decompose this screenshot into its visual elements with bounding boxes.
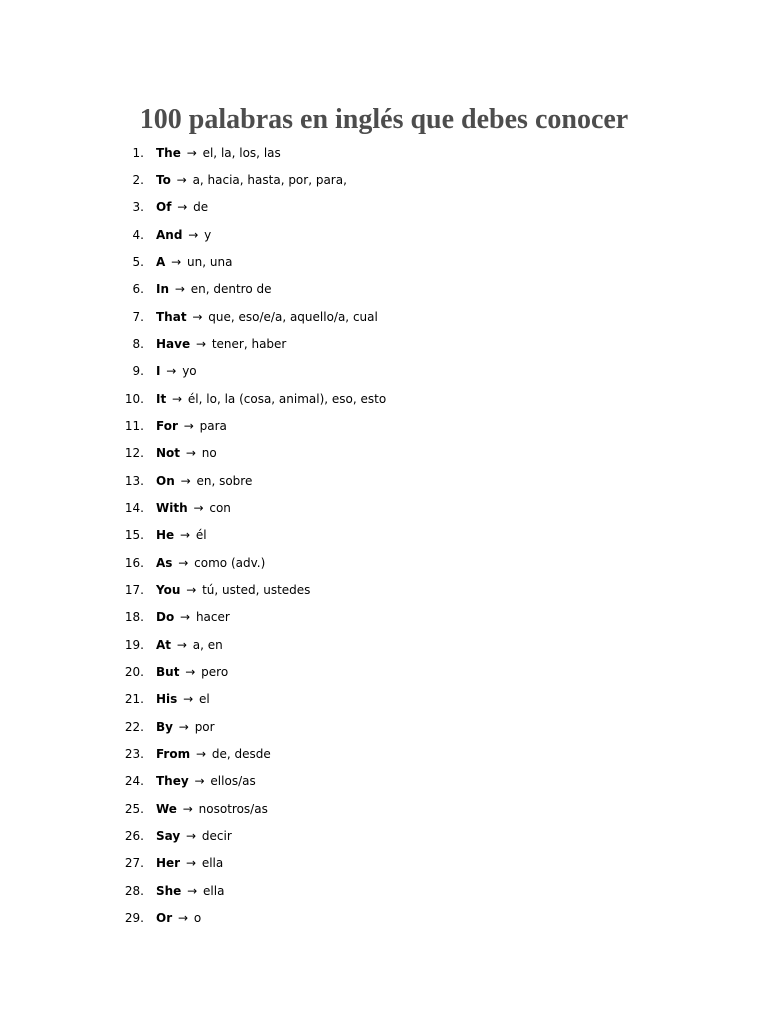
english-word: That xyxy=(156,309,187,324)
list-item-number: 23. xyxy=(124,747,144,762)
english-word: As xyxy=(156,555,173,570)
list-item-number: 24. xyxy=(124,774,144,789)
list-item-number: 25. xyxy=(124,801,144,816)
list-item-number: 4. xyxy=(132,227,144,242)
list-item-entry xyxy=(156,386,386,413)
english-word: At xyxy=(156,637,172,652)
list-item-entry xyxy=(156,331,286,358)
list-item xyxy=(0,222,768,249)
english-word: Have xyxy=(156,336,191,351)
arrow-right-icon: → xyxy=(183,692,194,707)
list-item-entry xyxy=(156,304,378,331)
spanish-translation: un, una xyxy=(187,254,233,269)
spanish-translation: de, desde xyxy=(211,747,271,762)
arrow-right-icon: → xyxy=(183,418,194,433)
list-item-number: 11. xyxy=(124,418,144,433)
list-item-entry xyxy=(156,194,208,221)
list-item-entry xyxy=(156,550,265,577)
list-item xyxy=(0,304,768,331)
spanish-translation: pero xyxy=(201,665,229,680)
spanish-translation: yo xyxy=(182,364,197,379)
arrow-right-icon: → xyxy=(166,364,177,379)
list-item xyxy=(0,796,768,823)
arrow-right-icon: → xyxy=(188,227,199,242)
list-item-entry xyxy=(156,468,252,495)
list-item xyxy=(0,550,768,577)
english-word: His xyxy=(156,692,178,707)
arrow-right-icon: → xyxy=(185,856,196,871)
arrow-right-icon: → xyxy=(178,719,189,734)
list-item xyxy=(0,249,768,276)
list-item xyxy=(0,577,768,604)
english-word: But xyxy=(156,665,180,680)
spanish-translation: con xyxy=(209,500,231,515)
list-item-entry xyxy=(156,140,281,167)
english-word: It xyxy=(156,391,167,406)
english-word: Or xyxy=(156,911,173,926)
list-item xyxy=(0,522,768,549)
arrow-right-icon: → xyxy=(174,282,185,297)
list-item xyxy=(0,741,768,768)
spanish-translation: en, sobre xyxy=(196,473,253,488)
list-item-entry xyxy=(156,741,271,768)
list-item-number: 16. xyxy=(124,555,144,570)
spanish-translation: para xyxy=(199,418,227,433)
spanish-translation: a, hacia, hasta, por, para, xyxy=(192,172,347,187)
list-item xyxy=(0,276,768,303)
english-word: He xyxy=(156,528,175,543)
spanish-translation: como (adv.) xyxy=(194,555,266,570)
english-word: Do xyxy=(156,610,175,625)
list-item-entry xyxy=(156,604,230,631)
arrow-right-icon: → xyxy=(186,583,197,597)
arrow-right-icon: → xyxy=(194,774,205,789)
list-item-number: 3. xyxy=(132,200,144,215)
list-item xyxy=(0,468,768,495)
arrow-right-icon: → xyxy=(193,500,204,515)
arrow-right-icon: → xyxy=(186,145,197,160)
english-word: Say xyxy=(156,829,181,844)
arrow-right-icon: → xyxy=(176,172,187,187)
list-item-entry xyxy=(156,796,268,823)
spanish-translation: en, dentro de xyxy=(190,282,272,297)
english-word: Her xyxy=(156,856,181,871)
spanish-translation: y xyxy=(204,227,212,242)
spanish-translation: tú, usted, ustedes xyxy=(202,583,311,597)
english-word: In xyxy=(156,282,170,297)
list-item xyxy=(0,495,768,522)
list-item-entry xyxy=(156,905,201,932)
list-item xyxy=(0,413,768,440)
list-item-entry xyxy=(156,440,217,467)
list-item-number: 10. xyxy=(124,391,144,406)
arrow-right-icon: → xyxy=(176,637,187,652)
english-word: We xyxy=(156,801,177,816)
list-item xyxy=(0,194,768,221)
list-item-number: 20. xyxy=(124,665,144,680)
arrow-right-icon: → xyxy=(178,555,189,570)
english-word: They xyxy=(156,774,189,789)
list-item xyxy=(0,850,768,877)
list-item xyxy=(0,878,768,905)
list-item-number: 29. xyxy=(124,911,144,926)
list-item xyxy=(0,714,768,741)
list-item-entry xyxy=(156,495,231,522)
list-item-number: 18. xyxy=(124,610,144,625)
english-word: For xyxy=(156,418,178,433)
list-item xyxy=(0,440,768,467)
list-item-entry xyxy=(156,413,227,440)
list-item-entry xyxy=(156,222,211,249)
list-item-entry xyxy=(156,768,256,795)
list-item xyxy=(0,140,768,167)
spanish-translation: por xyxy=(194,719,215,734)
list-item xyxy=(0,768,768,795)
list-item-number: 13. xyxy=(124,473,144,488)
list-item-entry xyxy=(156,276,272,303)
list-item-number: 7. xyxy=(132,309,144,324)
english-word: You xyxy=(156,583,181,597)
spanish-translation: hacer xyxy=(195,610,230,625)
list-item-entry xyxy=(156,659,228,686)
list-item-number: 8. xyxy=(132,336,144,351)
spanish-translation: él, lo, la (cosa, animal), eso, esto xyxy=(187,391,387,406)
english-word: Of xyxy=(156,200,172,215)
list-item-number: 19. xyxy=(124,637,144,652)
spanish-translation: nosotros/as xyxy=(198,801,268,816)
english-word: By xyxy=(156,719,173,734)
spanish-translation: tener, haber xyxy=(211,336,287,351)
list-item-number: 15. xyxy=(124,528,144,543)
arrow-right-icon: → xyxy=(185,665,196,680)
english-word: A xyxy=(156,254,166,269)
list-item-entry xyxy=(156,577,310,604)
list-item-entry xyxy=(156,686,210,713)
arrow-right-icon: → xyxy=(195,336,206,351)
english-word: From xyxy=(156,747,191,762)
list-item-entry xyxy=(156,878,224,905)
arrow-right-icon: → xyxy=(187,883,198,898)
list-item-entry xyxy=(156,167,347,194)
arrow-right-icon: → xyxy=(180,473,191,488)
spanish-translation: el, la, los, las xyxy=(202,145,281,160)
list-item-number: 1. xyxy=(132,145,144,160)
list-item xyxy=(0,905,768,932)
english-word: I xyxy=(156,364,161,379)
arrow-right-icon: → xyxy=(180,610,191,625)
english-word: Not xyxy=(156,446,181,461)
spanish-translation: de xyxy=(193,200,209,215)
spanish-translation: no xyxy=(201,446,217,461)
list-item-entry xyxy=(156,823,232,850)
spanish-translation: o xyxy=(193,911,202,926)
arrow-right-icon: → xyxy=(185,446,196,461)
list-item xyxy=(0,686,768,713)
list-item-entry xyxy=(156,714,215,741)
spanish-translation: decir xyxy=(201,829,232,844)
english-word: To xyxy=(156,172,171,187)
list-item-entry xyxy=(156,249,232,276)
spanish-translation: ellos/as xyxy=(210,774,256,789)
arrow-right-icon: → xyxy=(172,391,183,406)
list-item xyxy=(0,604,768,631)
list-item xyxy=(0,386,768,413)
arrow-right-icon: → xyxy=(180,528,191,543)
list-item-number: 22. xyxy=(124,719,144,734)
spanish-translation: ella xyxy=(203,883,225,898)
list-item-number: 12. xyxy=(124,446,144,461)
arrow-right-icon: → xyxy=(171,254,182,269)
arrow-right-icon: → xyxy=(195,747,206,762)
english-word: On xyxy=(156,473,175,488)
list-item xyxy=(0,331,768,358)
list-item-entry xyxy=(156,522,207,549)
list-item-number: 14. xyxy=(124,500,144,515)
english-word: The xyxy=(156,145,181,160)
list-item-number: 17. xyxy=(124,583,144,597)
spanish-translation: que, eso/e/a, aquello/a, cual xyxy=(208,309,378,324)
arrow-right-icon: → xyxy=(177,911,189,926)
list-item-number: 6. xyxy=(132,282,144,297)
spanish-translation: el xyxy=(199,692,210,707)
spanish-translation: él xyxy=(195,528,207,543)
list-item-number: 21. xyxy=(124,692,144,707)
page-title: 100 palabras en inglés que debes conocer xyxy=(139,104,629,135)
list-item xyxy=(0,167,768,194)
list-item-entry xyxy=(156,850,223,877)
list-item xyxy=(0,632,768,659)
arrow-right-icon: → xyxy=(182,801,193,816)
list-item-number: 2. xyxy=(132,172,144,187)
list-item xyxy=(0,823,768,850)
english-word: With xyxy=(156,500,188,515)
word-list xyxy=(0,140,768,933)
list-item-entry xyxy=(156,358,197,385)
list-item-number: 28. xyxy=(124,883,144,898)
english-word: And xyxy=(156,227,183,242)
list-item-number: 27. xyxy=(124,856,144,871)
list-item xyxy=(0,659,768,686)
list-item-number: 5. xyxy=(132,254,144,269)
arrow-right-icon: → xyxy=(192,309,203,324)
english-word: She xyxy=(156,883,182,898)
list-item-number: 9. xyxy=(132,364,144,379)
spanish-translation: a, en xyxy=(192,637,223,652)
list-item-entry xyxy=(156,632,223,659)
arrow-right-icon: → xyxy=(177,200,188,215)
spanish-translation: ella xyxy=(201,856,224,871)
list-item xyxy=(0,358,768,385)
arrow-right-icon: → xyxy=(186,829,197,844)
list-item-number: 26. xyxy=(124,829,144,844)
